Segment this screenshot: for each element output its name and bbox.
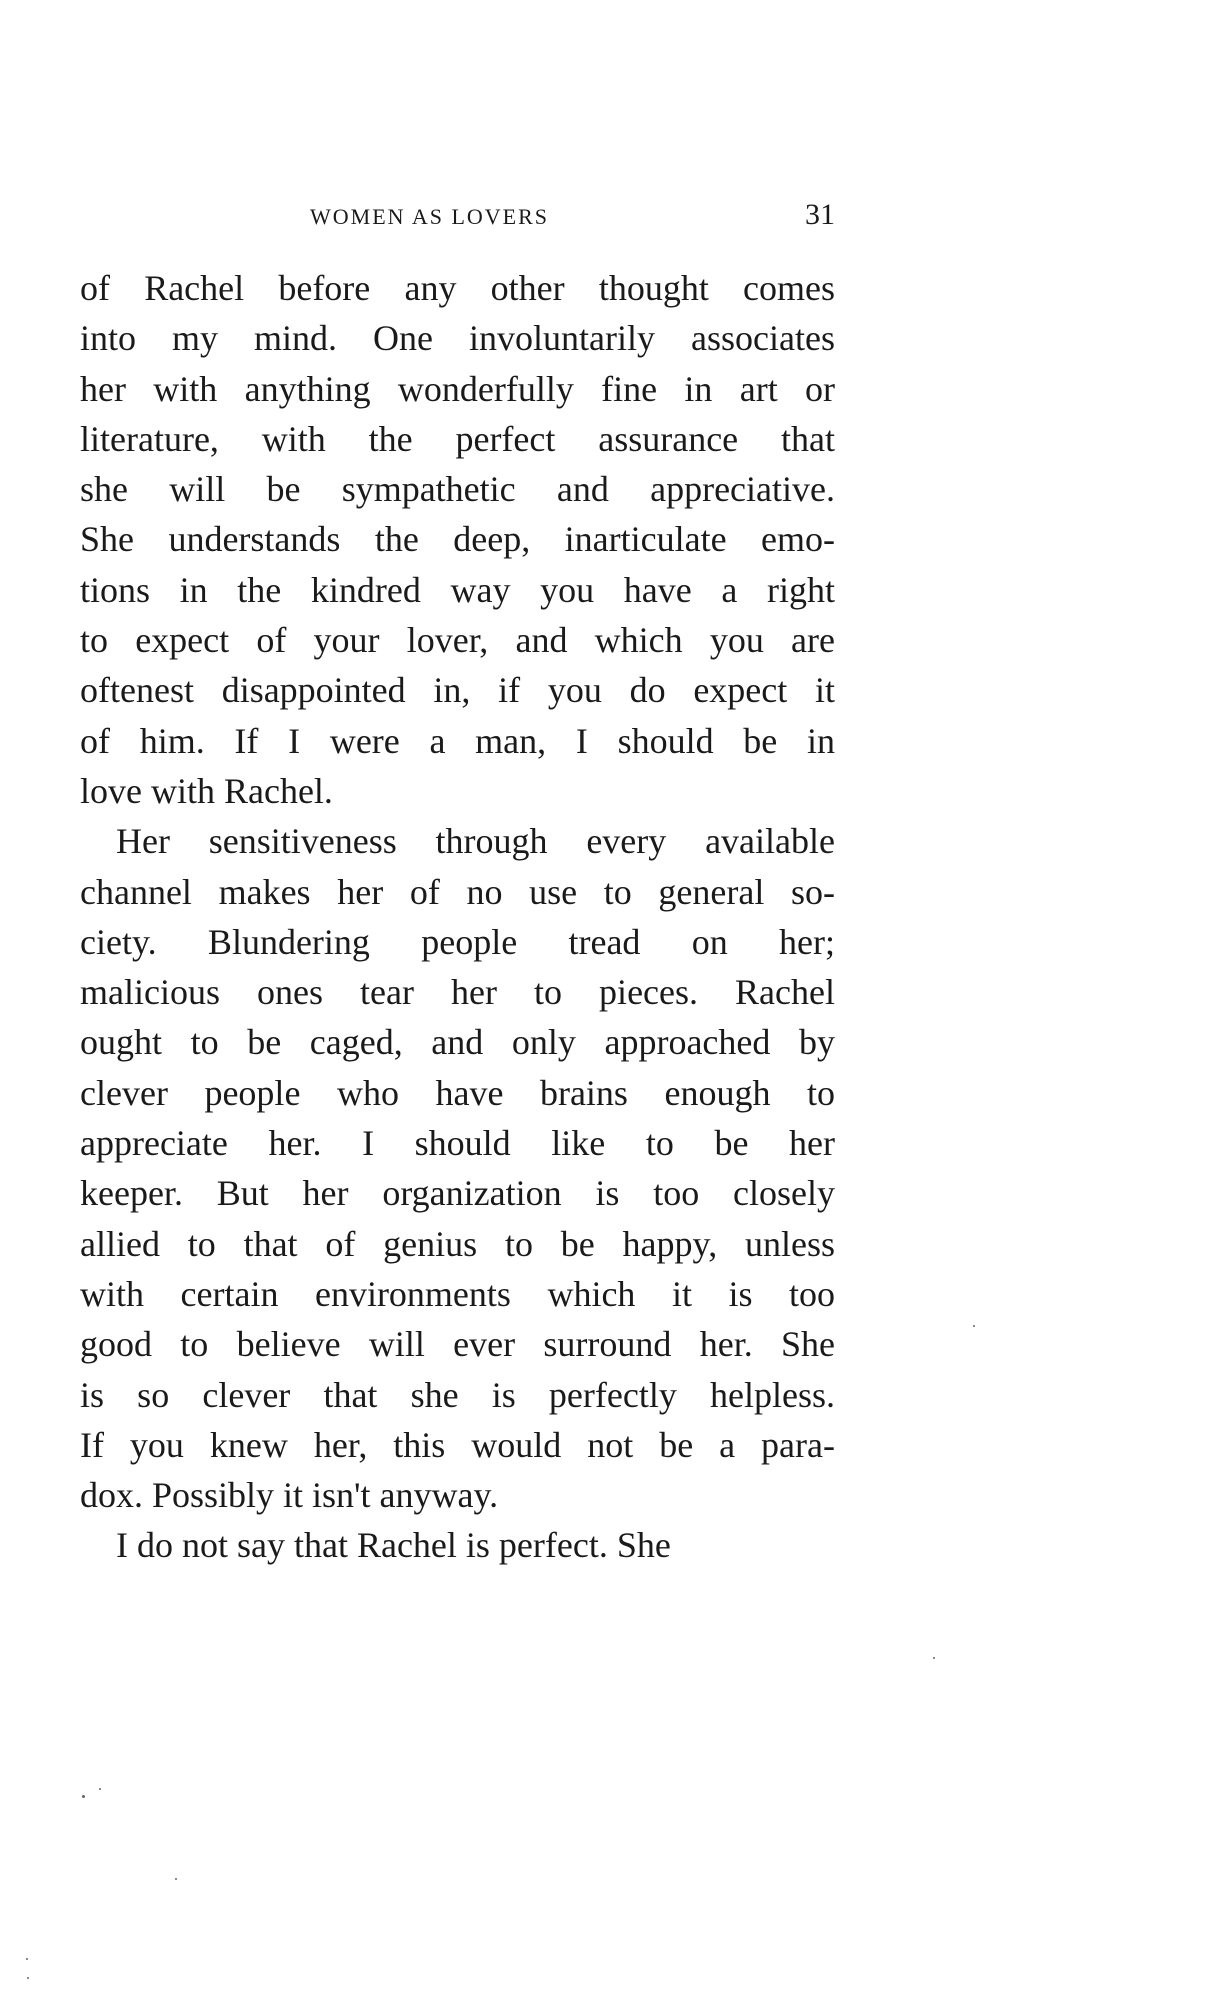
text-line: good to believe will ever surround her. She bbox=[80, 1324, 835, 1365]
scan-speck bbox=[175, 1878, 177, 1880]
scan-speck bbox=[26, 1958, 28, 1960]
text-line: Her sensitiveness through every available bbox=[116, 821, 835, 862]
text-line: of Rachel before any other thought comes bbox=[80, 268, 835, 308]
text-line: with certain environments which it is too bbox=[80, 1273, 835, 1314]
text-line: dox. Possibly it isn't anyway. bbox=[80, 1475, 499, 1516]
text-line: is so clever that she is perfectly helpless. bbox=[80, 1374, 835, 1415]
text-line: she will be sympathetic and appreciative. bbox=[80, 469, 835, 510]
scan-speck bbox=[82, 1795, 85, 1798]
running-title: WOMEN AS LOVERS bbox=[310, 204, 550, 229]
text-line: love with Rachel. bbox=[80, 770, 333, 811]
text-line: I do not say that Rachel is perfect. She bbox=[116, 1525, 671, 1566]
text-line: clever people who have brains enough to bbox=[80, 1072, 835, 1113]
text-line: allied to that of genius to be happy, unless bbox=[80, 1223, 835, 1264]
scan-speck bbox=[27, 1977, 29, 1979]
text-line: If you knew her, this would not be a para- bbox=[80, 1424, 835, 1465]
text-line: literature, with the perfect assurance that bbox=[80, 418, 835, 459]
text-line: keeper. But her organization is too closely bbox=[80, 1173, 835, 1214]
text-line: to expect of your lover, and which you are bbox=[80, 620, 835, 661]
text-line: her with anything wonderfully fine in art or bbox=[80, 368, 835, 409]
scan-speck bbox=[933, 1657, 935, 1659]
text-line: ought to be caged, and only approached by bbox=[80, 1022, 835, 1063]
scan-speck bbox=[99, 1788, 101, 1790]
text-line: channel makes her of no use to general so- bbox=[80, 871, 835, 912]
text-line: of him. If I were a man, I should be in bbox=[80, 720, 835, 761]
scan-speck bbox=[973, 1325, 975, 1327]
text-line: into my mind. One involuntarily associates bbox=[80, 318, 835, 359]
text-line: oftenest disappointed in, if you do expect it bbox=[80, 670, 835, 711]
page-number: 31 bbox=[805, 198, 835, 231]
text-line: appreciate her. I should like to be her bbox=[80, 1123, 835, 1164]
text-line: tions in the kindred way you have a right bbox=[80, 569, 835, 610]
text-line: ciety. Blundering people tread on her; bbox=[80, 921, 835, 962]
text-line: She understands the deep, inarticulate emo- bbox=[80, 519, 835, 560]
running-head bbox=[80, 196, 835, 236]
body-text bbox=[80, 263, 835, 1571]
text-line: malicious ones tear her to pieces. Rachel bbox=[80, 972, 835, 1013]
